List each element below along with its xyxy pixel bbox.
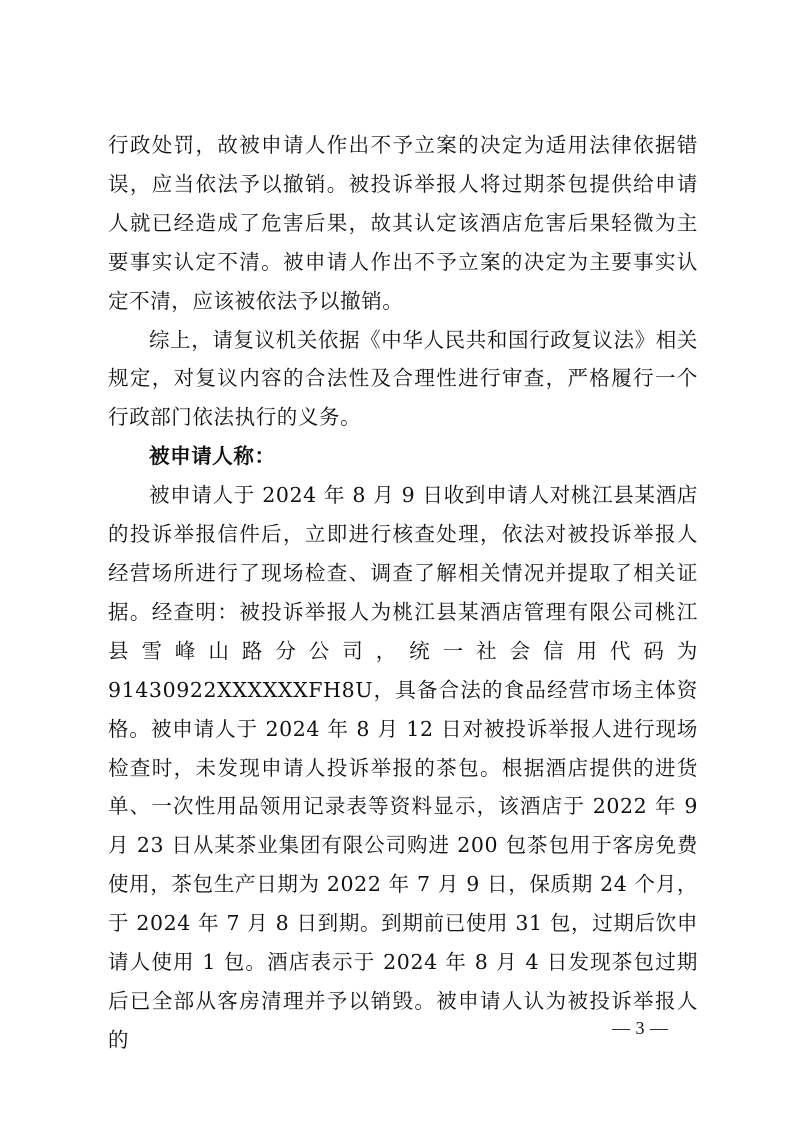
paragraph-respondent-statement: 被申请人于 2024 年 8 月 9 日收到申请人对桃江县某酒店的投诉举报信件后，立即进行核查处理，依法对被投诉举报人经营场所进行了现场检查、调查了解相关情况并提取了相关证据。经查明：被投诉举报人为桃江县某酒店管理有限公司桃江县雪峰山路分公司，统一社会信用代码为 91430922XXXXXXFH8U，具备合法的食品经营市场主体资格。被申请人于 2024 年 8 月 12 日对被投诉举报人进行现场检查时，未发现申请人投诉举报的茶包。根据酒店提供的进货单、一次性用品领用记录表等资料显示，该酒店于 2022 年 9 月 23 日从某茶业集团有限公司购进 200 包茶包用于客房免费使用，茶包生产日期为 2022 年 7 月 9 日，保质期 24 个月，于 2024 年 7 月 8 日到期。到期前已使用 31 包，过期后饮申请人使用 1 包。酒店表示于 2024 年 8 月 4 日发现茶包过期后已全部从客房清理并予以销毁。被申请人认为被投诉举报人的 [108, 483, 698, 1052]
document-body [108, 126, 698, 1060]
paragraph-continuation: 行政处罚，故被申请人作出不予立案的决定为适用法律依据错误，应当依法予以撤销。被投诉举报人将过期茶包提供给申请人就已经造成了危害后果，故其认定该酒店危害后果轻微为主要事实认定不清。被申请人作出不予立案的决定为主要事实认定不清，应该被依法予以撤销。 [108, 133, 698, 313]
paragraph-summary: 综上，请复议机关依据《中华人民共和国行政复议法》相关规定，对复议内容的合法性及合理性进行审查，严格履行一个行政部门依法执行的义务。 [108, 327, 698, 430]
section-heading: 被申请人称： [149, 444, 276, 469]
page-number: — 3 — [612, 1018, 669, 1038]
